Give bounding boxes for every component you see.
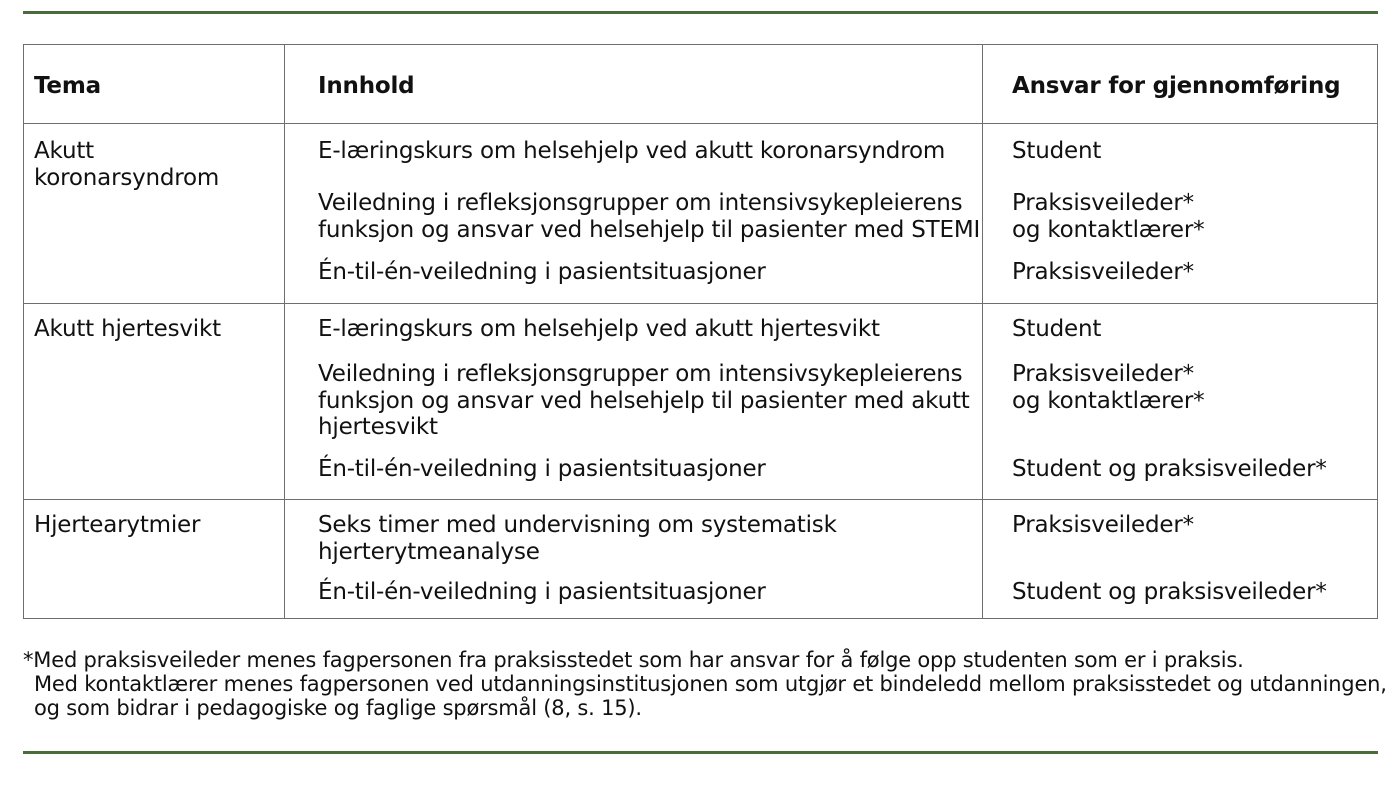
row-3-item-1-innhold: Seks timer med undervisning om systematisk hjerterytmeanalyse — [318, 512, 837, 565]
row-2-item-1-innhold: E-læringskurs om helsehjelp ved akutt hjertesvikt — [318, 316, 880, 342]
row-1-item-1-ansvar: Student — [1012, 138, 1102, 164]
row-2-item-3-innhold: Én-til-én-veiledning i pasientsituasjoner — [318, 456, 766, 482]
row-divider — [24, 303, 1377, 304]
row-3-item-2-innhold: Én-til-én-veiledning i pasientsituasjoner — [318, 579, 766, 605]
row-3-item-1-ansvar: Praksisveileder* — [1012, 512, 1194, 538]
row-2-item-2-ansvar: Praksisveileder* og kontaktlærer* — [1012, 361, 1205, 414]
row-divider — [24, 499, 1377, 500]
row-divider — [24, 123, 1377, 124]
row-1-item-3-ansvar: Praksisveileder* — [1012, 259, 1194, 285]
row-3-tema: Hjertearytmier — [34, 512, 201, 538]
row-3-item-2-ansvar: Student og praksisveileder* — [1012, 579, 1327, 605]
bottom-rule — [23, 751, 1378, 754]
footnote-line: *Med praksisveileder menes fagpersonen fra praksisstedet som har ansvar for å følge opp studenten som er i praksis. — [23, 648, 1244, 672]
column-divider — [982, 45, 983, 618]
row-1-item-2-ansvar: Praksisveileder* og kontaktlærer* — [1012, 190, 1205, 243]
footnote — [23, 648, 1387, 720]
row-1-item-2-innhold: Veiledning i refleksjonsgrupper om intensivsykepleierens funksjon og ansvar ved helsehjelp til pasienter med STEMI — [318, 190, 981, 243]
row-1-item-3-innhold: Én-til-én-veiledning i pasientsituasjoner — [318, 259, 766, 285]
row-1-tema: Akutt koronarsyndrom — [34, 138, 220, 191]
footnote-line: Med kontaktlærer menes fagpersonen ved utdanningsinstitusjonen som utgjør et bindeledd mellom praksisstedet og utdanningen, — [34, 672, 1387, 696]
row-1-item-1-innhold: E-læringskurs om helsehjelp ved akutt koronarsyndrom — [318, 138, 946, 164]
column-divider — [284, 45, 285, 618]
footnote-line: og som bidrar i pedagogiske og faglige spørsmål (8, s. 15). — [34, 696, 642, 720]
header-ansvar: Ansvar for gjennomføring — [1012, 73, 1341, 99]
top-rule — [23, 11, 1378, 14]
row-2-tema: Akutt hjertesvikt — [34, 316, 221, 342]
row-2-item-3-ansvar: Student og praksisveileder* — [1012, 456, 1327, 482]
row-2-item-1-ansvar: Student — [1012, 316, 1102, 342]
row-2-item-2-innhold: Veiledning i refleksjonsgrupper om intensivsykepleierens funksjon og ansvar ved helsehjelp til pasienter med akutt hjertesvikt — [318, 361, 970, 440]
header-innhold: Innhold — [318, 73, 415, 99]
responsibility-table — [23, 44, 1378, 619]
header-tema: Tema — [34, 73, 101, 99]
